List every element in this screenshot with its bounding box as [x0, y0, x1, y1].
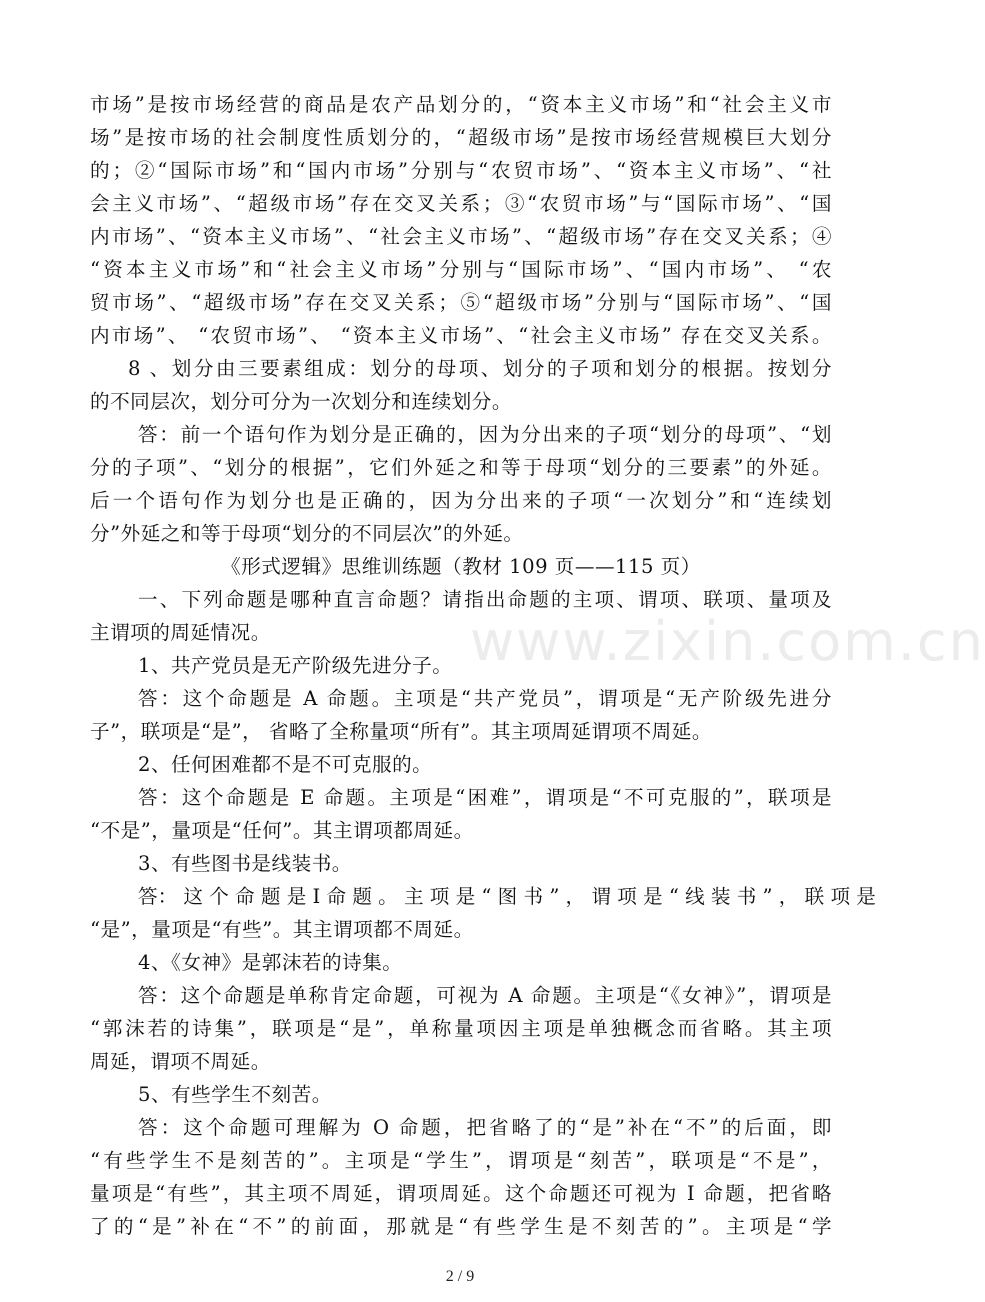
text-line: 的；②“国际市场”和“国内市场”分别与“农贸市场”、“资本主义市场”、“社	[90, 159, 832, 182]
page-number: 2 / 9	[445, 1268, 475, 1285]
question-item: 1、共产党员是无产阶级先进分子。	[138, 654, 453, 677]
question-item: 5、有些学生不刻苦。	[138, 1083, 332, 1106]
text-line: 内市场”、 “农贸市场”、 “资本主义市场”、“社会主义市场” 存在交叉关系。	[90, 324, 832, 347]
answer-line: “郭沫若的诗集”，联项是“是”，单称量项因主项是单独概念而省略。其主项	[90, 1017, 832, 1040]
answer-line: “不是”，量项是“任何”。其主谓项都周延。	[90, 819, 474, 842]
answer-line: 量项是“有些”，其主项不周延，谓项周延。这个命题还可视为 I 命题，把省略	[90, 1182, 832, 1205]
section-title: 《形式逻辑》思维训练题（教材 109 页——115 页）	[221, 555, 701, 578]
answer-line: 答：这个命题是单称肯定命题，可视为 A 命题。主项是“《女神》”，谓项是	[138, 984, 832, 1007]
text-line: 8 、划分由三要素组成：划分的母项、划分的子项和划分的根据。按划分	[128, 357, 832, 380]
text-line: 市场”是按市场经营的商品是农产品划分的，“资本主义市场”和“社会主义市	[90, 93, 832, 116]
question-item: 3、有些图书是线装书。	[138, 852, 352, 875]
question-item: 2、任何困难都不是不可克服的。	[138, 753, 433, 776]
text-line: “资本主义市场”和“社会主义市场”分别与“国际市场”、“国内市场”、 “农	[90, 258, 832, 281]
watermark: www.zixin.com.cn	[470, 610, 985, 673]
text-line: 的不同层次，划分可分为一次划分和连续划分。	[90, 390, 512, 413]
text-line: 内市场”、“资本主义市场”、“社会主义市场”、“超级市场”存在交叉关系；④	[90, 225, 832, 248]
answer-line: 周延，谓项不周延。	[90, 1050, 271, 1073]
text-line: 分”外延之和等于母项“划分的不同层次”的外延。	[90, 522, 524, 545]
answer-line: 答：这个命题是 A 命题。主项是“共产党员”，谓项是“无产阶级先进分	[138, 687, 832, 710]
text-line: 主谓项的周延情况。	[90, 621, 271, 644]
answer-line: 答： 这 个 命 题 是 I 命 题 。 主 项 是 “ 图 书 ” ， 谓 项 是 “ 线 装 书 ” ， 联 项 是	[138, 885, 876, 908]
answer-line: 答：这个命题可理解为 O 命题，把省略了的“是”补在“不”的后面，即	[138, 1116, 832, 1139]
text-line: 贸市场”、“超级市场”存在交叉关系；⑤“超级市场”分别与“国际市场”、“国	[90, 291, 832, 314]
answer-line: “是”，量项是“有些”。其主谓项都不周延。	[90, 918, 474, 941]
text-line: 会主义市场”、“超级市场”存在交叉关系；③“农贸市场”与“国际市场”、“国	[90, 192, 832, 215]
text-line: 后一个语句作为划分也是正确的，因为分出来的子项“一次划分”和“连续划	[90, 489, 832, 512]
answer-line: “有些学生不是刻苦的”。主项是“学生”，谓项是“刻苦”，联项是“不是”，	[90, 1149, 832, 1172]
text-line: 一、下列命题是哪种直言命题？请指出命题的主项、谓项、联项、量项及	[138, 588, 832, 611]
text-line: 答：前一个语句作为划分是正确的，因为分出来的子项“划分的母项”、“划	[138, 423, 832, 446]
answer-line: 子”，联项是“是”， 省略了全称量项“所有”。其主项周延谓项不周延。	[90, 720, 712, 743]
text-line: 分的子项”、“划分的根据”，它们外延之和等于母项“划分的三要素”的外延。	[90, 456, 832, 479]
answer-line: 了的“是”补在“不”的前面，那就是“有些学生是不刻苦的”。主项是“学	[90, 1215, 832, 1238]
question-item: 4、《女神》是郭沫若的诗集。	[138, 951, 403, 974]
answer-line: 答：这个命题是 E 命题。主项是“困难”，谓项是“不可克服的”，联项是	[138, 786, 832, 809]
text-line: 场”是按市场的社会制度性质划分的，“超级市场”是按市场经营规模巨大划分	[90, 126, 832, 149]
